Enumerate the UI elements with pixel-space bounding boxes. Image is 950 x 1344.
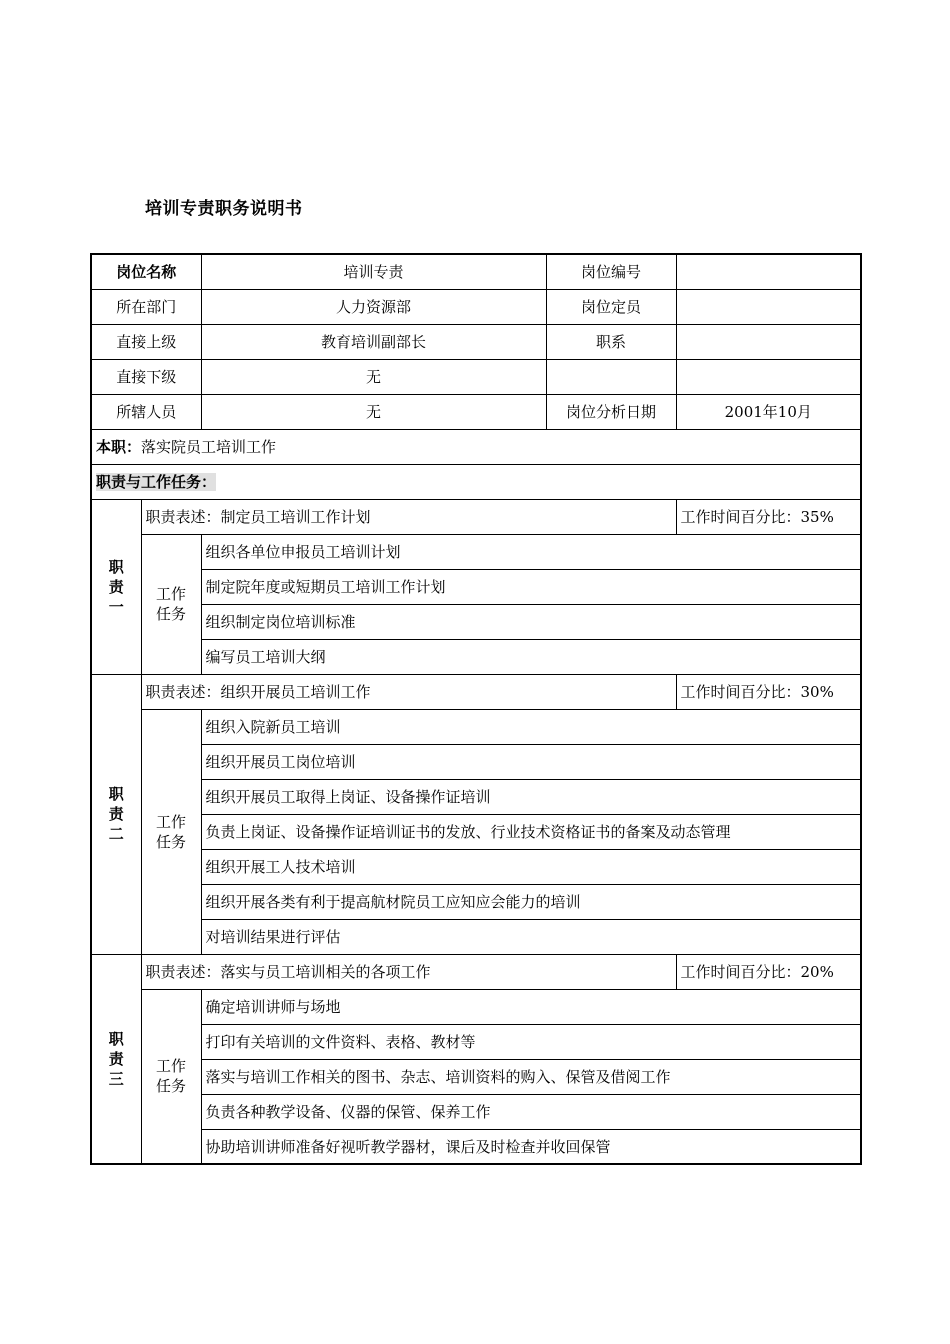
task-row (91, 1094, 861, 1129)
duty-time-percent: 工作时间百分比：30% (676, 674, 861, 709)
task-item: 打印有关培训的文件资料、表格、教材等 (201, 1024, 861, 1059)
task-item: 协助培训讲师准备好视听教学器材，课后及时检查并收回保管 (201, 1129, 861, 1164)
info-label: 所在部门 (91, 289, 201, 324)
page-title: 培训专责职务说明书 (145, 199, 303, 219)
task-item: 组织开展工人技术培训 (201, 849, 861, 884)
info-row (91, 254, 861, 289)
info-label (546, 359, 676, 394)
info-value (676, 359, 861, 394)
duties-header-label: 职责与工作任务： (96, 473, 217, 491)
task-item: 组织开展员工取得上岗证、设备操作证培训 (201, 779, 861, 814)
duty-name: 职 责 一 (91, 499, 141, 674)
task-item: 确定培训讲师与场地 (201, 989, 861, 1024)
duty-time-percent: 工作时间百分比：35% (676, 499, 861, 534)
task-row (91, 604, 861, 639)
info-label: 岗位名称 (91, 254, 201, 289)
info-label: 直接上级 (91, 324, 201, 359)
duty-description: 职责表述：落实与员工培训相关的各项工作 (141, 954, 676, 989)
task-row (91, 1059, 861, 1094)
task-row (91, 849, 861, 884)
info-label: 所辖人员 (91, 394, 201, 429)
duty-name: 职 责 三 (91, 954, 141, 1164)
job-summary (91, 429, 861, 464)
task-row (91, 569, 861, 604)
info-row (91, 289, 861, 324)
task-row (91, 989, 861, 1024)
task-label: 工作 任务 (141, 534, 201, 674)
info-row (91, 324, 861, 359)
task-item: 组织入院新员工培训 (201, 709, 861, 744)
summary-text: 落实院员工培训工作 (141, 438, 277, 456)
info-value (676, 289, 861, 324)
job-description-table (90, 253, 862, 1165)
info-row (91, 394, 861, 429)
info-label: 岗位编号 (546, 254, 676, 289)
task-item: 对培训结果进行评估 (201, 919, 861, 954)
task-item: 组织开展员工岗位培训 (201, 744, 861, 779)
info-value (676, 254, 861, 289)
info-value: 培训专责 (201, 254, 546, 289)
task-item: 落实与培训工作相关的图书、杂志、培训资料的购入、保管及借阅工作 (201, 1059, 861, 1094)
task-row (91, 709, 861, 744)
info-value: 教育培训副部长 (201, 324, 546, 359)
info-label: 岗位定员 (546, 289, 676, 324)
task-item: 组织各单位申报员工培训计划 (201, 534, 861, 569)
info-value: 无 (201, 359, 546, 394)
info-label: 职系 (546, 324, 676, 359)
task-item: 组织开展各类有利于提高航材院员工应知应会能力的培训 (201, 884, 861, 919)
task-row (91, 744, 861, 779)
task-label: 工作 任务 (141, 989, 201, 1164)
task-item: 负责各种教学设备、仪器的保管、保养工作 (201, 1094, 861, 1129)
task-row (91, 1129, 861, 1164)
task-item: 组织制定岗位培训标准 (201, 604, 861, 639)
duty-time-percent: 工作时间百分比：20% (676, 954, 861, 989)
summary-label: 本职： (96, 438, 142, 456)
duties-header (91, 464, 861, 499)
duty-description: 职责表述：制定员工培训工作计划 (141, 499, 676, 534)
info-row (91, 359, 861, 394)
duty-name: 职 责 二 (91, 674, 141, 954)
task-label: 工作 任务 (141, 709, 201, 954)
task-row (91, 814, 861, 849)
info-value: 2001年10月 (676, 394, 861, 429)
task-row (91, 919, 861, 954)
task-item: 负责上岗证、设备操作证培训证书的发放、行业技术资格证书的备案及动态管理 (201, 814, 861, 849)
task-item: 制定院年度或短期员工培训工作计划 (201, 569, 861, 604)
task-row (91, 534, 861, 569)
task-row (91, 639, 861, 674)
task-row (91, 884, 861, 919)
task-item: 编写员工培训大纲 (201, 639, 861, 674)
task-row (91, 779, 861, 814)
info-value: 无 (201, 394, 546, 429)
info-label: 岗位分析日期 (546, 394, 676, 429)
task-row (91, 1024, 861, 1059)
duty-description: 职责表述：组织开展员工培训工作 (141, 674, 676, 709)
info-label: 直接下级 (91, 359, 201, 394)
info-value: 人力资源部 (201, 289, 546, 324)
info-value (676, 324, 861, 359)
